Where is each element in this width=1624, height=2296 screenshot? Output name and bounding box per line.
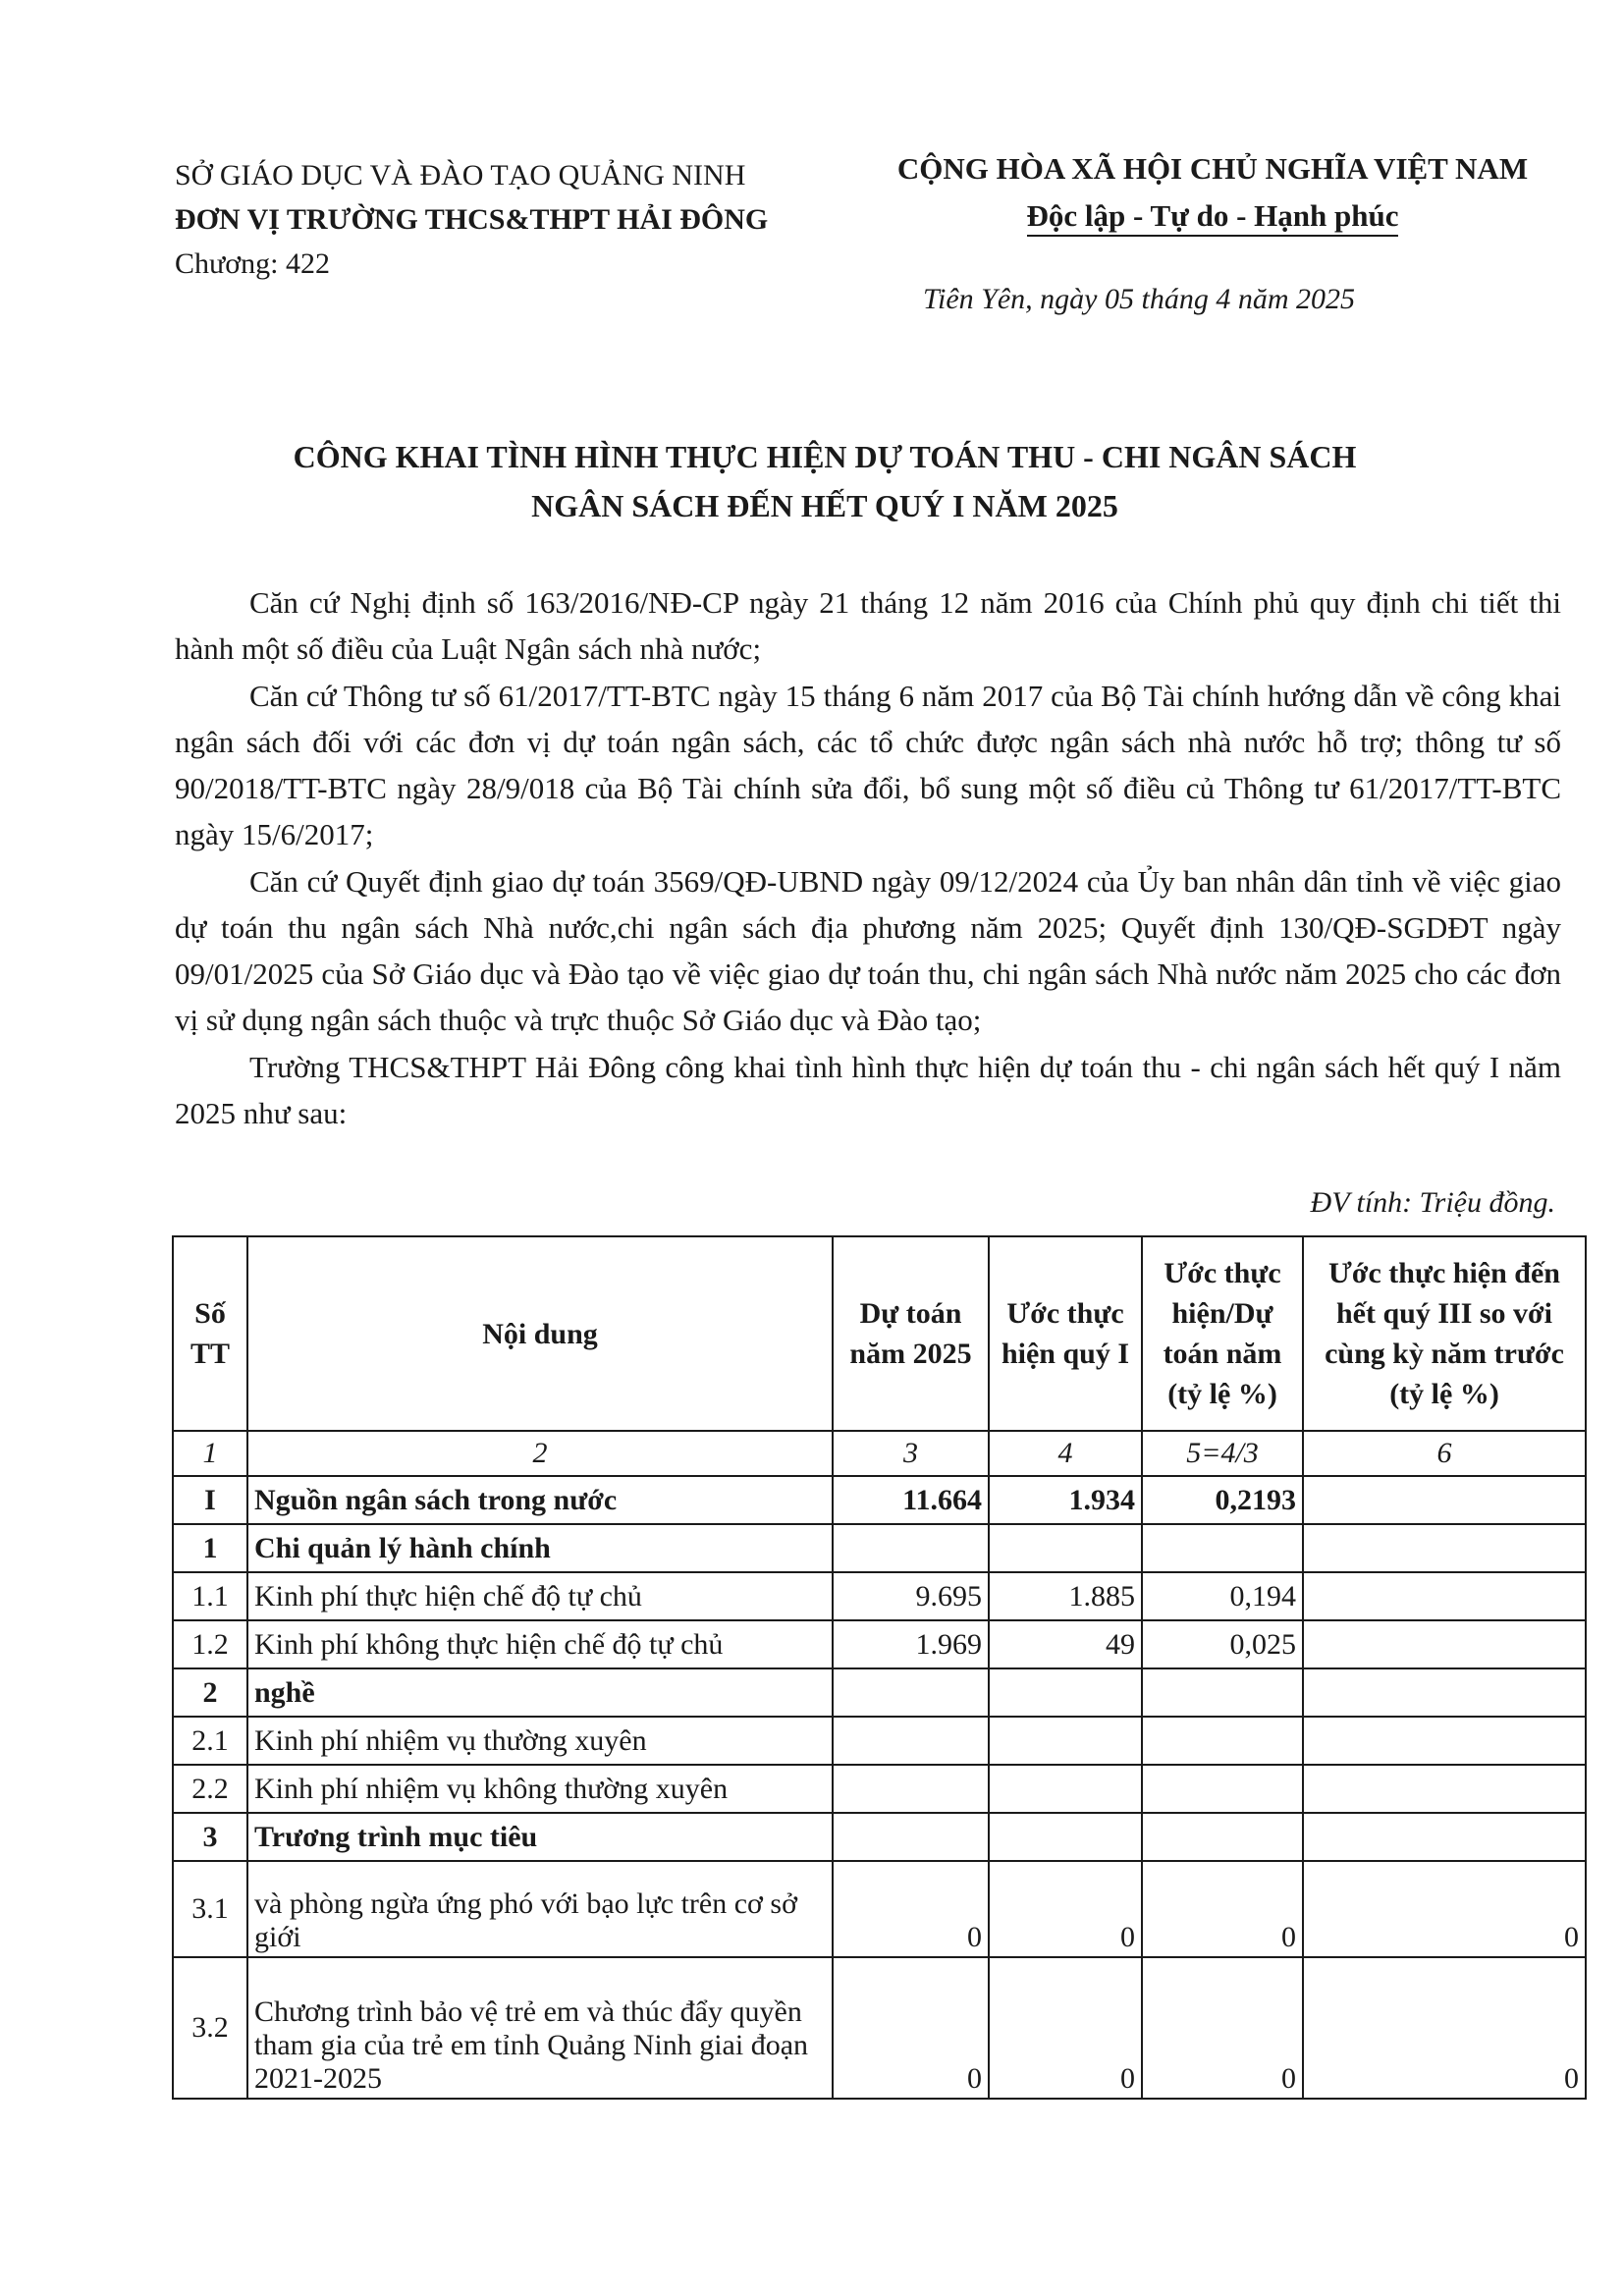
cell-estimate	[833, 1813, 989, 1861]
paragraph: Căn cứ Nghị định số 163/2016/NĐ-CP ngày 21 tháng 12 năm 2016 của Chính phủ quy định chi tiết thi hành một số điều của Luật Ngân sách nhà nước;	[175, 585, 1561, 666]
cell-stt: 3	[173, 1813, 247, 1861]
cell-q1	[989, 1813, 1142, 1861]
cell-estimate	[833, 1668, 989, 1717]
cell-compare	[1303, 1813, 1586, 1861]
cell-compare	[1303, 1524, 1586, 1572]
table-row	[173, 1813, 1586, 1861]
cell-ratio	[1142, 1765, 1303, 1813]
title-line-1: CÔNG KHAI TÌNH HÌNH THỰC HIỆN DỰ TOÁN THU - CHI NGÂN SÁCH	[293, 439, 1357, 474]
national-motto: Độc lập - Tự do - Hạnh phúc	[1027, 197, 1399, 237]
cell-estimate: 0	[833, 1861, 989, 1957]
cell-content: Nguồn ngân sách trong nước	[247, 1476, 833, 1524]
cell-stt: 1.2	[173, 1620, 247, 1668]
paragraph: Trường THCS&THPT Hải Đông công khai tình hình thực hiện dự toán thu - chi ngân sách hết quý I năm 2025 như sau:	[175, 1050, 1561, 1130]
cell-content: Kinh phí thực hiện chế độ tự chủ	[247, 1572, 833, 1620]
header-q1: Ước thực hiện quý I	[989, 1236, 1142, 1431]
national-header	[835, 145, 1591, 240]
index-cell: 1	[173, 1431, 247, 1476]
document-date: Tiên Yên, ngày 05 tháng 4 năm 2025	[923, 283, 1355, 315]
column-index-row	[173, 1431, 1586, 1476]
cell-q1	[989, 1717, 1142, 1765]
cell-content: Trương trình mục tiêu	[247, 1813, 833, 1861]
table-row	[173, 1620, 1586, 1668]
cell-estimate	[833, 1765, 989, 1813]
cell-q1: 1.934	[989, 1476, 1142, 1524]
table-row	[173, 1765, 1586, 1813]
index-cell: 6	[1303, 1431, 1586, 1476]
cell-q1	[989, 1765, 1142, 1813]
cell-q1: 0	[989, 1861, 1142, 1957]
header-compare: Ước thực hiện đến hết quý III so với cùng kỳ năm trước (tỷ lệ %)	[1303, 1236, 1586, 1431]
index-cell: 2	[247, 1431, 833, 1476]
cell-compare: 0	[1303, 1957, 1586, 2099]
cell-stt: 3.2	[173, 1957, 247, 2099]
cell-stt: 2	[173, 1668, 247, 1717]
table-header-row	[173, 1236, 1586, 1431]
cell-ratio	[1142, 1668, 1303, 1717]
cell-compare	[1303, 1717, 1586, 1765]
index-cell: 3	[833, 1431, 989, 1476]
index-cell: 4	[989, 1431, 1142, 1476]
cell-q1: 49	[989, 1620, 1142, 1668]
table-row	[173, 1861, 1586, 1957]
cell-ratio: 0	[1142, 1957, 1303, 2099]
cell-estimate: 1.969	[833, 1620, 989, 1668]
cell-compare	[1303, 1668, 1586, 1717]
cell-estimate: 11.664	[833, 1476, 989, 1524]
table-row	[173, 1717, 1586, 1765]
cell-q1	[989, 1668, 1142, 1717]
paragraph: Căn cứ Quyết định giao dự toán 3569/QĐ-UBND ngày 09/12/2024 của Ủy ban nhân dân tỉnh về việc giao dự toán thu ngân sách Nhà nước,chi ngân sách địa phương năm 2025; Quyết định 130/QĐ-SGDĐT ngày 09/01/2025 của Sở Giáo dục và Đào tạo về việc giao dự toán thu, chi ngân sách Nhà nước năm 2025 cho các đơn vị sử dụng ngân sách thuộc và trực thuộc Sở Giáo dục và Đào tạo;	[175, 864, 1561, 1037]
cell-q1: 0	[989, 1957, 1142, 2099]
cell-compare: 0	[1303, 1861, 1586, 1957]
cell-ratio	[1142, 1813, 1303, 1861]
table-row	[173, 1572, 1586, 1620]
cell-estimate: 9.695	[833, 1572, 989, 1620]
title-line-2: NGÂN SÁCH ĐẾN HẾT QUÝ I NĂM 2025	[531, 488, 1118, 523]
cell-stt: 2.2	[173, 1765, 247, 1813]
country-name: CỘNG HÒA XÃ HỘI CHỦ NGHĨA VIỆT NAM	[896, 151, 1529, 186]
cell-content: Kinh phí nhiệm vụ thường xuyên	[247, 1717, 833, 1765]
index-cell: 5=4/3	[1142, 1431, 1303, 1476]
header-content: Nội dung	[247, 1236, 833, 1431]
cell-stt: 1.1	[173, 1572, 247, 1620]
cell-stt: 2.1	[173, 1717, 247, 1765]
cell-content: Chi quản lý hành chính	[247, 1524, 833, 1572]
unit-name: ĐƠN VỊ TRƯỜNG THCS&THPT HẢI ĐÔNG	[175, 203, 769, 236]
cell-content: Kinh phí không thực hiện chế độ tự chủ	[247, 1620, 833, 1668]
cell-compare	[1303, 1476, 1586, 1524]
document-title	[147, 432, 1502, 530]
cell-ratio: 0,194	[1142, 1572, 1303, 1620]
cell-ratio: 0,025	[1142, 1620, 1303, 1668]
cell-content: và phòng ngừa ứng phó với bạo lực trên cơ sở giới	[247, 1861, 833, 1957]
cell-ratio: 0,2193	[1142, 1476, 1303, 1524]
agency-name: SỞ GIÁO DỤC VÀ ĐÀO TẠO QUẢNG NINH	[175, 159, 746, 191]
table-row	[173, 1668, 1586, 1717]
cell-content: nghề	[247, 1668, 833, 1717]
document-body	[175, 579, 1561, 1137]
cell-compare	[1303, 1765, 1586, 1813]
header-ratio: Ước thực hiện/Dự toán năm (tỷ lệ %)	[1142, 1236, 1303, 1431]
chapter-code: Chương: 422	[175, 247, 330, 280]
cell-stt: I	[173, 1476, 247, 1524]
table-row	[173, 1524, 1586, 1572]
cell-q1	[989, 1524, 1142, 1572]
cell-estimate: 0	[833, 1957, 989, 2099]
cell-content: Chương trình bảo vệ trẻ em và thúc đẩy quyền tham gia của trẻ em tỉnh Quảng Ninh giai đoạn 2021-2025	[247, 1957, 833, 2099]
paragraph: Căn cứ Thông tư số 61/2017/TT-BTC ngày 15 tháng 6 năm 2017 của Bộ Tài chính hướng dẫn về công khai ngân sách đối với các đơn vị dự toán ngân sách, các tổ chức được ngân sách nhà nước hỗ trợ; thông tư số 90/2018/TT-BTC ngày 28/9/018 của Bộ Tài chính sửa đổi, bổ sung một số điều củ Thông tư 61/2017/TT-BTC ngày 15/6/2017;	[175, 679, 1561, 851]
cell-ratio	[1142, 1717, 1303, 1765]
unit-note: ĐV tính: Triệu đồng.	[1310, 1186, 1555, 1219]
cell-ratio	[1142, 1524, 1303, 1572]
cell-compare	[1303, 1572, 1586, 1620]
header-stt: Số TT	[173, 1236, 247, 1431]
table-row	[173, 1957, 1586, 2099]
cell-q1: 1.885	[989, 1572, 1142, 1620]
cell-stt: 1	[173, 1524, 247, 1572]
cell-content: Kinh phí nhiệm vụ không thường xuyên	[247, 1765, 833, 1813]
cell-estimate	[833, 1717, 989, 1765]
cell-estimate	[833, 1524, 989, 1572]
budget-table	[172, 1235, 1587, 2100]
issuing-agency-block	[175, 153, 768, 286]
cell-compare	[1303, 1620, 1586, 1668]
table-row	[173, 1476, 1586, 1524]
cell-ratio: 0	[1142, 1861, 1303, 1957]
cell-stt: 3.1	[173, 1861, 247, 1957]
header-estimate: Dự toán năm 2025	[833, 1236, 989, 1431]
